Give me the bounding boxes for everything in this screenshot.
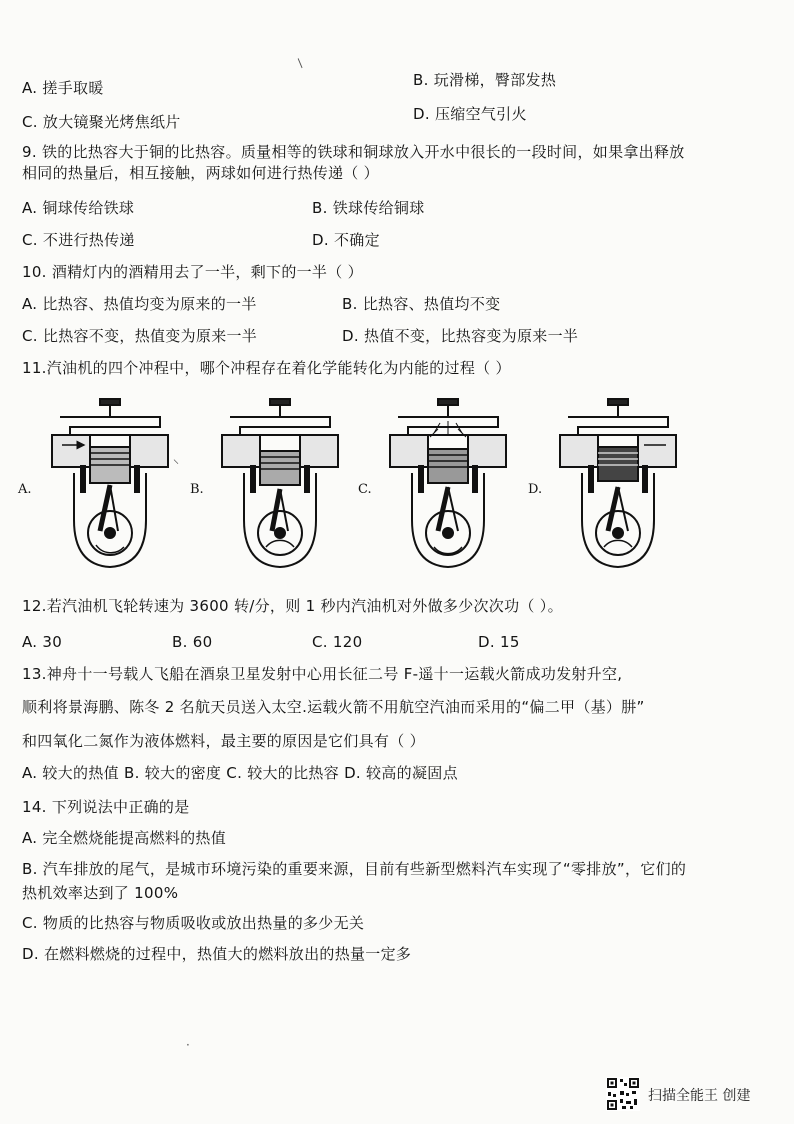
q13-stem-line3: 和四氧化二氮作为液体燃料，最主要的原因是它们具有（ ）	[22, 732, 425, 750]
engine-diagram-b	[210, 395, 350, 575]
q10-stem: 10. 酒精灯内的酒精用去了一半，剩下的一半（ ）	[22, 263, 363, 281]
engine-label-d: D.	[528, 482, 543, 497]
q10-option-b: B. 比热容、热值均不变	[342, 295, 501, 313]
engine-label-c: C.	[358, 482, 372, 497]
q9-option-b: B. 铁球传给铜球	[312, 199, 425, 217]
q9-option-d: D. 不确定	[312, 231, 380, 249]
q11-stem: 11.汽油机的四个冲程中，哪个冲程存在着化学能转化为内能的过程（ ）	[22, 359, 511, 377]
qr-code-icon	[606, 1077, 640, 1111]
engine-diagram-a	[40, 395, 180, 575]
scan-speck-top: /	[293, 56, 307, 70]
q12-option-c: C. 120	[312, 633, 363, 651]
q9-option-a: A. 铜球传给铁球	[22, 199, 135, 217]
q14-option-b-line2: 热机效率达到了 100%	[22, 884, 179, 902]
engine-diagram-c	[378, 395, 518, 575]
q9-option-c: C. 不进行热传递	[22, 231, 135, 249]
q12-stem: 12.若汽油机飞轮转速为 3600 转/分，则 1 秒内汽油机对外做多少次次功（ ）。	[22, 597, 563, 615]
q12-option-d: D. 15	[478, 633, 520, 651]
q14-option-b-line1: B. 汽车排放的尾气，是城市环境污染的重要来源，目前有些新型燃料汽车实现了“零排放”，它们的	[22, 860, 687, 878]
q10-option-d: D. 热值不变，比热容变为原来一半	[342, 327, 579, 345]
engine-label-a: A.	[18, 482, 32, 497]
q8-option-a: A. 搓手取暖	[22, 79, 104, 97]
scan-speck: ⸌	[173, 457, 180, 471]
q13-options: A. 较大的热值 B. 较大的密度 C. 较大的比热容 D. 较高的凝固点	[22, 764, 458, 782]
q12-option-a: A. 30	[22, 633, 63, 651]
q8-option-d: D. 压缩空气引火	[413, 105, 527, 123]
q14-option-a: A. 完全燃烧能提高燃料的热值	[22, 829, 227, 847]
q14-option-c: C. 物质的比热容与物质吸收或放出热量的多少无关	[22, 914, 365, 932]
q13-stem-line2: 顺利将景海鹏、陈冬 2 名航天员送入太空.运载火箭不用航空汽油而采用的“偏二甲（基）肼”	[22, 698, 645, 716]
q8-option-c: C. 放大镜聚光烤焦纸片	[22, 113, 181, 131]
q14-stem: 14. 下列说法中正确的是	[22, 798, 190, 816]
q10-option-c: C. 比热容不变，热值变为原来一半	[22, 327, 258, 345]
scanner-brand-text: 扫描全能王 创建	[648, 1088, 751, 1104]
q14-option-d: D. 在燃料燃烧的过程中，热值大的燃料放出的热量一定多	[22, 945, 412, 963]
q8-option-b: B. 玩滑梯，臀部发热	[413, 71, 557, 89]
scan-speck-bottom: ·	[186, 1038, 190, 1052]
engine-diagram-d	[548, 395, 688, 575]
q10-option-a: A. 比热容、热值均变为原来的一半	[22, 295, 257, 313]
q12-option-b: B. 60	[172, 633, 213, 651]
scanner-watermark	[606, 1075, 786, 1115]
q13-stem-line1: 13.神舟十一号载人飞船在酒泉卫星发射中心用长征二号 F-遥十一运载火箭成功发射升空,	[22, 665, 623, 683]
q9-stem-line1: 9. 铁的比热容大于铜的比热容。质量相等的铁球和铜球放入开水中很长的一段时间，如果拿出释放	[22, 143, 685, 161]
q9-stem-line2: 相同的热量后，相互接触，两球如何进行热传递（ ）	[22, 164, 379, 182]
engine-label-b: B.	[190, 482, 204, 497]
